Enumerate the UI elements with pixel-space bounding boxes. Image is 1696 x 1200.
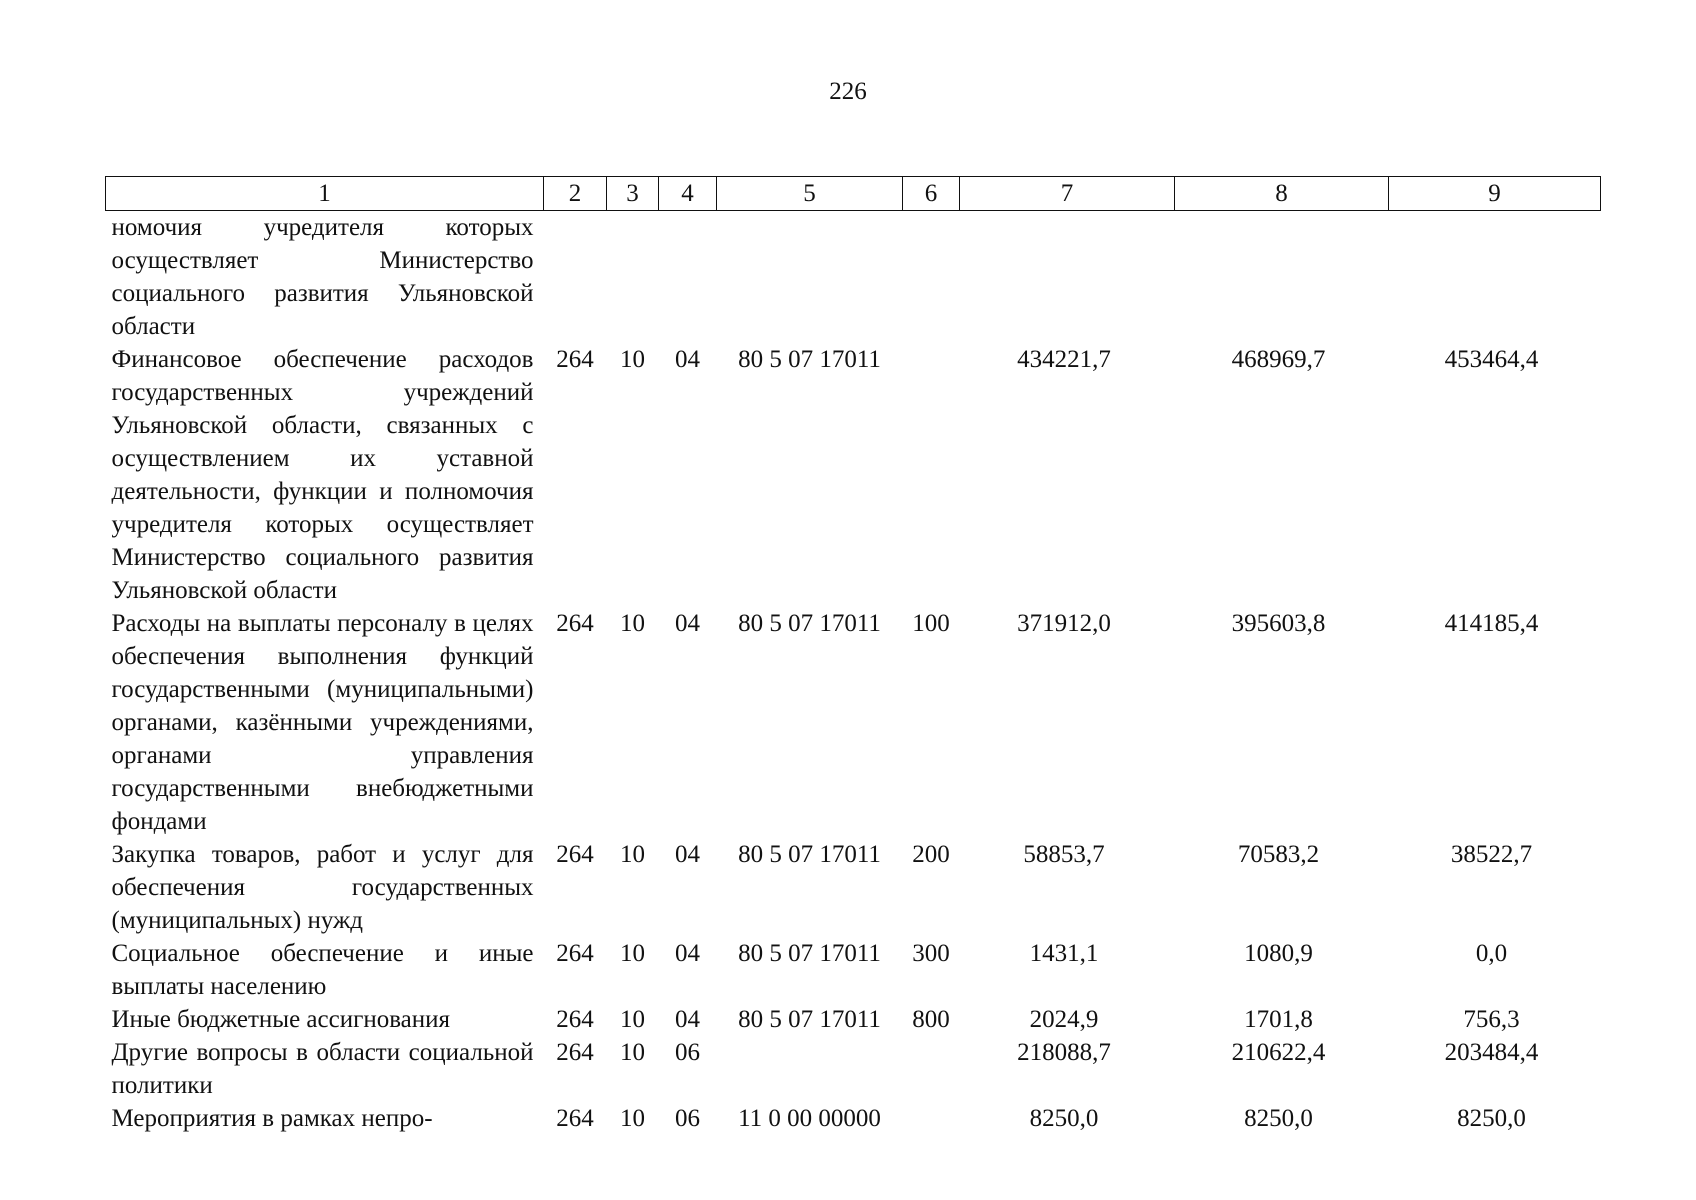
column-number: 2 <box>544 177 607 211</box>
column-number: 9 <box>1389 177 1601 211</box>
admin-code: 264 <box>556 940 594 967</box>
target-code: 11 0 00 00000 <box>738 1105 881 1132</box>
expense-type-code: 300 <box>912 940 950 967</box>
table-row <box>106 937 1601 1003</box>
table-row <box>106 1102 1601 1135</box>
table-row <box>106 838 1601 937</box>
amount-col9: 203484,4 <box>1444 1039 1539 1066</box>
amount-col8: 468969,7 <box>1231 346 1326 373</box>
section-code: 10 <box>620 1105 645 1132</box>
admin-code: 264 <box>556 1039 594 1066</box>
subsection-code <box>659 211 717 344</box>
amount-col9 <box>1389 211 1601 344</box>
subsection-code: 06 <box>675 1105 700 1132</box>
column-number: 6 <box>903 177 960 211</box>
amount-col9: 453464,4 <box>1444 346 1539 373</box>
subsection-code: 06 <box>675 1039 700 1066</box>
amount-col9: 756,3 <box>1463 1006 1520 1033</box>
amount-col8: 8250,0 <box>1244 1105 1313 1132</box>
amount-col7: 371912,0 <box>1017 610 1111 637</box>
admin-code: 264 <box>556 1105 594 1132</box>
table-row <box>106 211 1601 344</box>
amount-col7: 58853,7 <box>1023 841 1105 868</box>
subsection-code: 04 <box>675 841 700 868</box>
table-row <box>106 1036 1601 1102</box>
amount-col8: 70583,2 <box>1237 841 1320 868</box>
table-row <box>106 607 1601 838</box>
target-code: 80 5 07 17011 <box>738 940 881 967</box>
amount-col8: 1701,8 <box>1244 1006 1313 1033</box>
column-number: 5 <box>717 177 903 211</box>
column-number-row <box>106 177 1601 211</box>
admin-code: 264 <box>556 610 594 637</box>
section-code: 10 <box>620 610 645 637</box>
target-code <box>717 211 903 344</box>
admin-code: 264 <box>556 1006 594 1033</box>
row-description: Социальное обеспечение и иные выплаты населению <box>111 940 534 1000</box>
amount-col7 <box>960 211 1175 344</box>
amount-col8: 1080,9 <box>1244 940 1313 967</box>
table-row <box>106 1003 1601 1036</box>
amount-col7: 434221,7 <box>1017 346 1111 373</box>
row-description: Мероприятия в рамках непро- <box>111 1105 433 1132</box>
column-number: 4 <box>659 177 717 211</box>
expense-type-code <box>903 1102 960 1135</box>
subsection-code: 04 <box>675 346 700 373</box>
target-code: 80 5 07 17011 <box>738 1006 881 1033</box>
column-number: 3 <box>607 177 659 211</box>
target-code: 80 5 07 17011 <box>738 841 881 868</box>
section-code: 10 <box>620 940 645 967</box>
amount-col9: 8250,0 <box>1457 1105 1526 1132</box>
admin-code: 264 <box>556 841 594 868</box>
expense-type-code <box>903 211 960 344</box>
budget-table <box>105 176 1601 1135</box>
table-row <box>106 343 1601 607</box>
amount-col8: 210622,4 <box>1231 1039 1326 1066</box>
subsection-code: 04 <box>675 1006 700 1033</box>
page-number: 226 <box>829 78 867 105</box>
row-description: Другие вопросы в области социальной политики <box>111 1039 534 1099</box>
section-code: 10 <box>620 1006 645 1033</box>
row-description: Финансовое обеспечение расходов государственных учреждений Ульяновской области, связанных с осуществлением их уставной деятельности, функции и полномочия учредителя которых осуществляет Министерство социального развития Ульяновской области <box>111 346 534 604</box>
column-number: 7 <box>960 177 1175 211</box>
section-code: 10 <box>620 346 645 373</box>
section-code: 10 <box>620 1039 645 1066</box>
target-code: 80 5 07 17011 <box>738 610 881 637</box>
subsection-code: 04 <box>675 610 700 637</box>
expense-type-code: 800 <box>912 1006 950 1033</box>
admin-code <box>544 211 607 344</box>
column-number: 8 <box>1175 177 1389 211</box>
amount-col8: 395603,8 <box>1231 610 1326 637</box>
amount-col8 <box>1175 211 1389 344</box>
amount-col9: 414185,4 <box>1444 610 1539 637</box>
row-description: Иные бюджетные ассигнования <box>111 1006 451 1033</box>
section-code: 10 <box>620 841 645 868</box>
expense-type-code: 100 <box>912 610 950 637</box>
amount-col7: 218088,7 <box>1017 1039 1111 1066</box>
row-description: Закупка товаров, работ и услуг для обеспечения государственных (муниципальных) нужд <box>111 841 534 934</box>
target-code <box>717 1036 903 1102</box>
expense-type-code <box>903 343 960 607</box>
amount-col9: 0,0 <box>1475 940 1508 967</box>
amount-col7: 8250,0 <box>1029 1105 1099 1132</box>
subsection-code: 04 <box>675 940 700 967</box>
expense-type-code: 200 <box>912 841 950 868</box>
admin-code: 264 <box>556 346 594 373</box>
amount-col9: 38522,7 <box>1450 841 1533 868</box>
amount-col7: 1431,1 <box>1029 940 1099 967</box>
column-number: 1 <box>106 177 544 211</box>
expense-type-code <box>903 1036 960 1102</box>
target-code: 80 5 07 17011 <box>738 346 881 373</box>
row-description: номочия учредителя которых осуществляет Министерство социального развития Ульяновской области <box>111 214 534 340</box>
section-code <box>607 211 659 344</box>
row-description: Расходы на выплаты персоналу в целях обеспечения выполнения функций государственными (муниципальными) органами, казёнными учреждениями, органами управления государственными внебюджетными фондами <box>111 610 534 835</box>
amount-col7: 2024,9 <box>1029 1006 1099 1033</box>
